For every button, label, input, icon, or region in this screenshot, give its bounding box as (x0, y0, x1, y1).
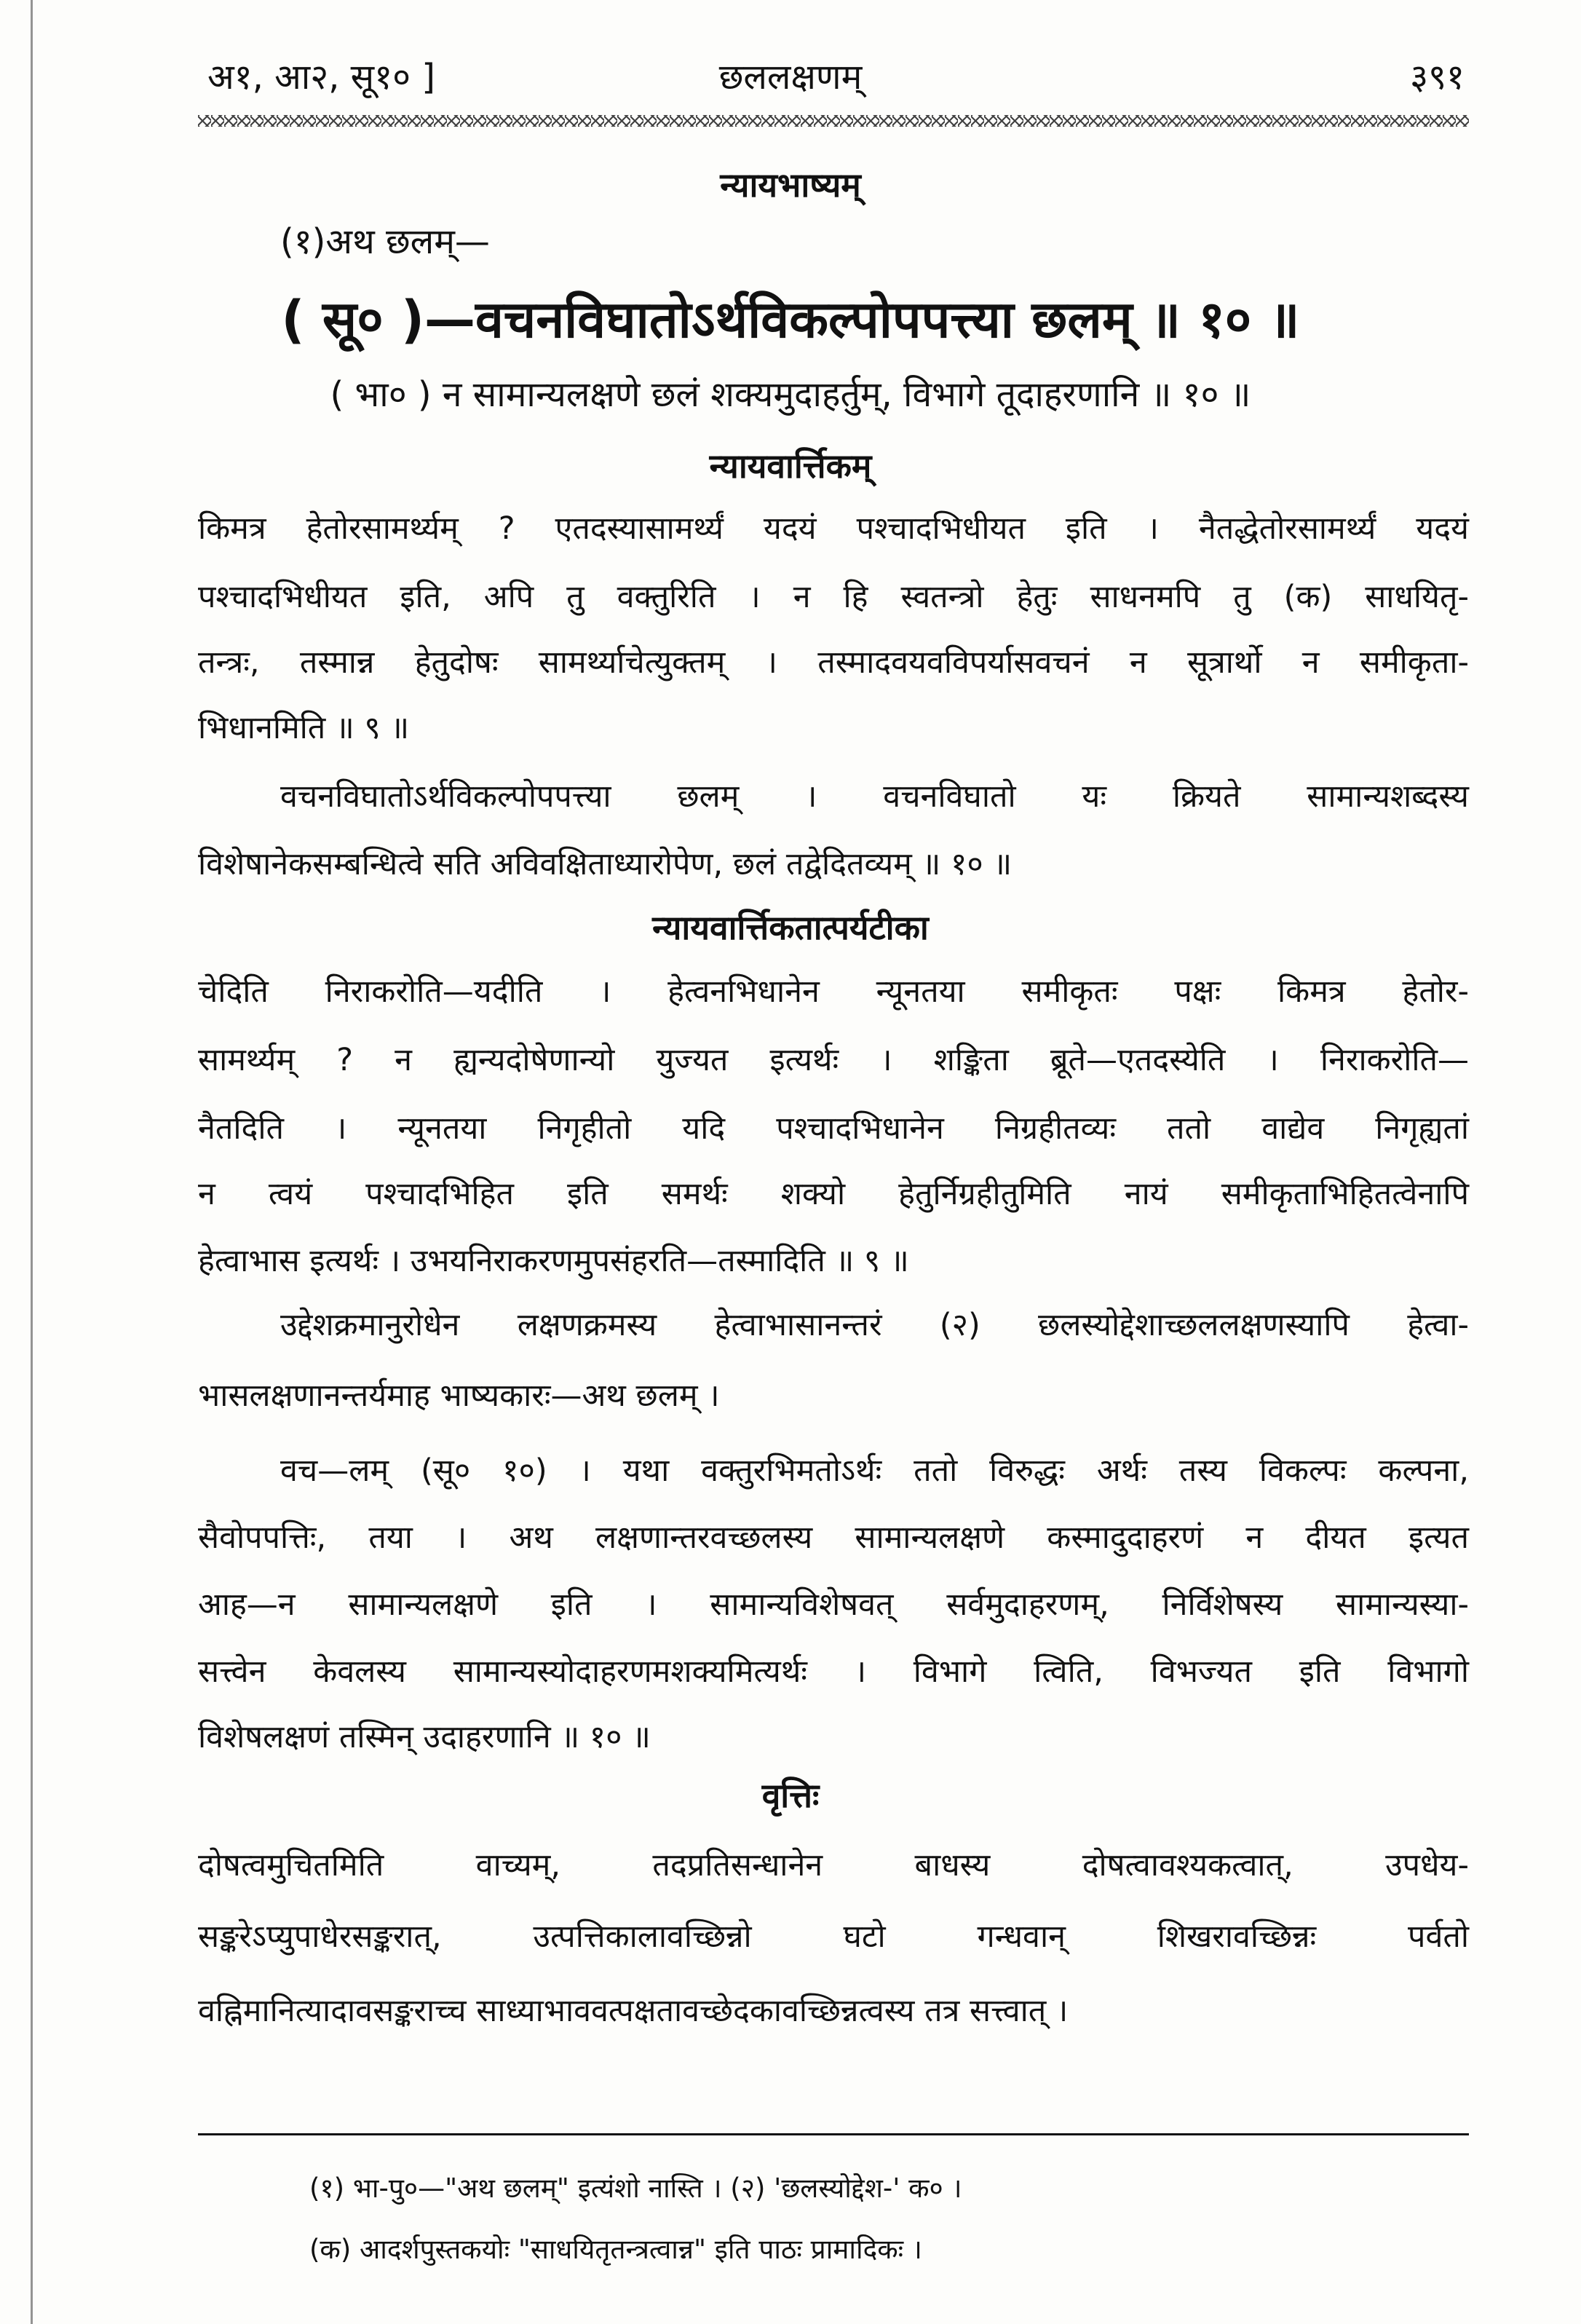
tatparya-line: चेदिति निराकरोति—यदीति । हेत्वनभिधानेन न्यूनतया समीकृतः पक्षः किमत्र हेतोर- (198, 973, 1469, 1010)
tatparya-line: विशेषलक्षणं तस्मिन् उदाहरणानि ॥ १० ॥ (198, 1719, 651, 1755)
varttika-line: भिधानमिति ॥ ९ ॥ (198, 710, 410, 746)
vritti-line: सङ्करेऽप्युपाधेरसङ्करात्, उत्पत्तिकालावच्छिन्नो घटो गन्धवान् शिखरावच्छिन्नः पर्वतो (198, 1918, 1469, 1955)
heading-tatparya-tika: न्यायवार्त्तिकतात्पर्यटीका (652, 908, 929, 947)
header-title: छललक्षणम् (718, 57, 863, 98)
varttika-line: पश्चादभिधीयत इति, अपि तु वक्तुरिति । न हि स्वतन्त्रो हेतुः साधनमपि तु (क) साधयितृ- (198, 579, 1469, 615)
atha-chhalam: (१)अथ छलम्— (280, 221, 490, 262)
footnote: (क) आदर्शपुस्तकयोः "साधयितृतन्त्रत्वान्न" इति पाठः प्रामादिकः । (309, 2234, 922, 2265)
page-number: ३९१ (1410, 57, 1465, 98)
tatparya-line: उद्देशक्रमानुरोधेन लक्षणक्रमस्य हेत्वाभासानन्तरं (२) छलस्योद्देशाच्छललक्षणस्यापि हेत्वा- (280, 1307, 1469, 1343)
tatparya-line: नैतदिति । न्यूनतया निगृहीतो यदि पश्चादभिधानेन निग्रहीतव्यः ततो वाद्येव निगृह्यतां (198, 1110, 1469, 1147)
tatparya-line: सामर्थ्यम् ? न ह्यन्यदोषेणान्यो युज्यत इत्यर्थः । शङ्किता ब्रूते—एतदस्येति । निराकरोति— (198, 1042, 1469, 1078)
header-wavy-rule (198, 115, 1469, 127)
heading-vritti: वृत्तिः (761, 1776, 820, 1815)
vritti-line: वह्निमानित्यादावसङ्कराच्च साध्याभाववत्पक्षतावच्छेदकावच्छिन्नत्वस्य तत्र सत्त्वात् । (198, 1993, 1069, 2029)
tatparya-line: न त्वयं पश्चादभिहित इति समर्थः शक्यो हेतुर्निग्रहीतुमिति नायं समीकृताभिहितत्वेनापि (198, 1176, 1469, 1212)
heading-nyaya-bhashyam: न्यायभाष्यम् (720, 165, 861, 205)
sutra-text: ( सू० )—वचनविघातोऽर्थविकल्पोपपत्त्या छलम् ॥ १० ॥ (281, 290, 1300, 349)
heading-nyaya-varttikam: न्यायवार्त्तिकम् (709, 446, 872, 486)
footnote: (१) भा-पु०—"अथ छलम्" इत्यंशो नास्ति । (२) 'छलस्योद्देश-' क० । (309, 2173, 962, 2204)
tatparya-line: सैवोपपत्तिः, तया । अथ लक्षणान्तरवच्छलस्य सामान्यलक्षणे कस्मादुदाहरणं न दीयत इत्यत (198, 1519, 1469, 1556)
header-section-ref: अ१, आ२, सू१० ] (207, 57, 436, 98)
tatparya-line: वच—लम् (सू० १०) । यथा वक्तुरभिमतोऽर्थः ततो विरुद्धः अर्थः तस्य विकल्पः कल्पना, (280, 1452, 1469, 1489)
tatparya-line: हेत्वाभास इत्यर्थः । उभयनिराकरणमुपसंहरति—तस्मादिति ॥ ९ ॥ (198, 1243, 909, 1279)
tatparya-line: भासलक्षणानन्तर्यमाह भाष्यकारः—अथ छलम् । (198, 1378, 720, 1414)
varttika-line: विशेषानेकसम्बन्धित्वे सति अविवक्षिताध्यारोपेण, छलं तद्वेदितव्यम् ॥ १० ॥ (198, 846, 1013, 882)
varttika-line: किमत्र हेतोरसामर्थ्यम् ? एतदस्यासामर्थ्यं यदयं पश्चादभिधीयत इति । नैतद्धेतोरसामर्थ्यं यदयं (198, 510, 1469, 547)
vritti-line: दोषत्वमुचितमिति वाच्यम्, तदप्रतिसन्धानेन बाधस्य दोषत्वावश्यकत्वात्, उपधेय- (198, 1847, 1469, 1884)
tatparya-line: आह—न सामान्यलक्षणे इति । सामान्यविशेषवत् सर्वमुदाहरणम्, निर्विशेषस्य सामान्यस्या- (198, 1586, 1469, 1623)
varttika-line: तन्त्रः, तस्मान्न हेतुदोषः सामर्थ्याचेत्युक्तम् । तस्मादवयवविपर्यासवचनं न सूत्रार्थो न समीकृता- (198, 644, 1469, 681)
tatparya-line: सत्त्वेन केवलस्य सामान्यस्योदाहरणमशक्यमित्यर्थः । विभागे त्विति, विभज्यत इति विभागो (198, 1653, 1469, 1690)
bhashya-text: ( भा० ) न सामान्यलक्षणे छलं शक्यमुदाहर्तुम्, विभागे तूदाहरणानि ॥ १० ॥ (330, 374, 1251, 415)
varttika-line: वचनविघातोऽर्थविकल्पोपपत्त्या छलम् । वचनविघातो यः क्रियते सामान्यशब्दस्य (280, 778, 1469, 815)
footnote-rule (198, 2133, 1469, 2135)
